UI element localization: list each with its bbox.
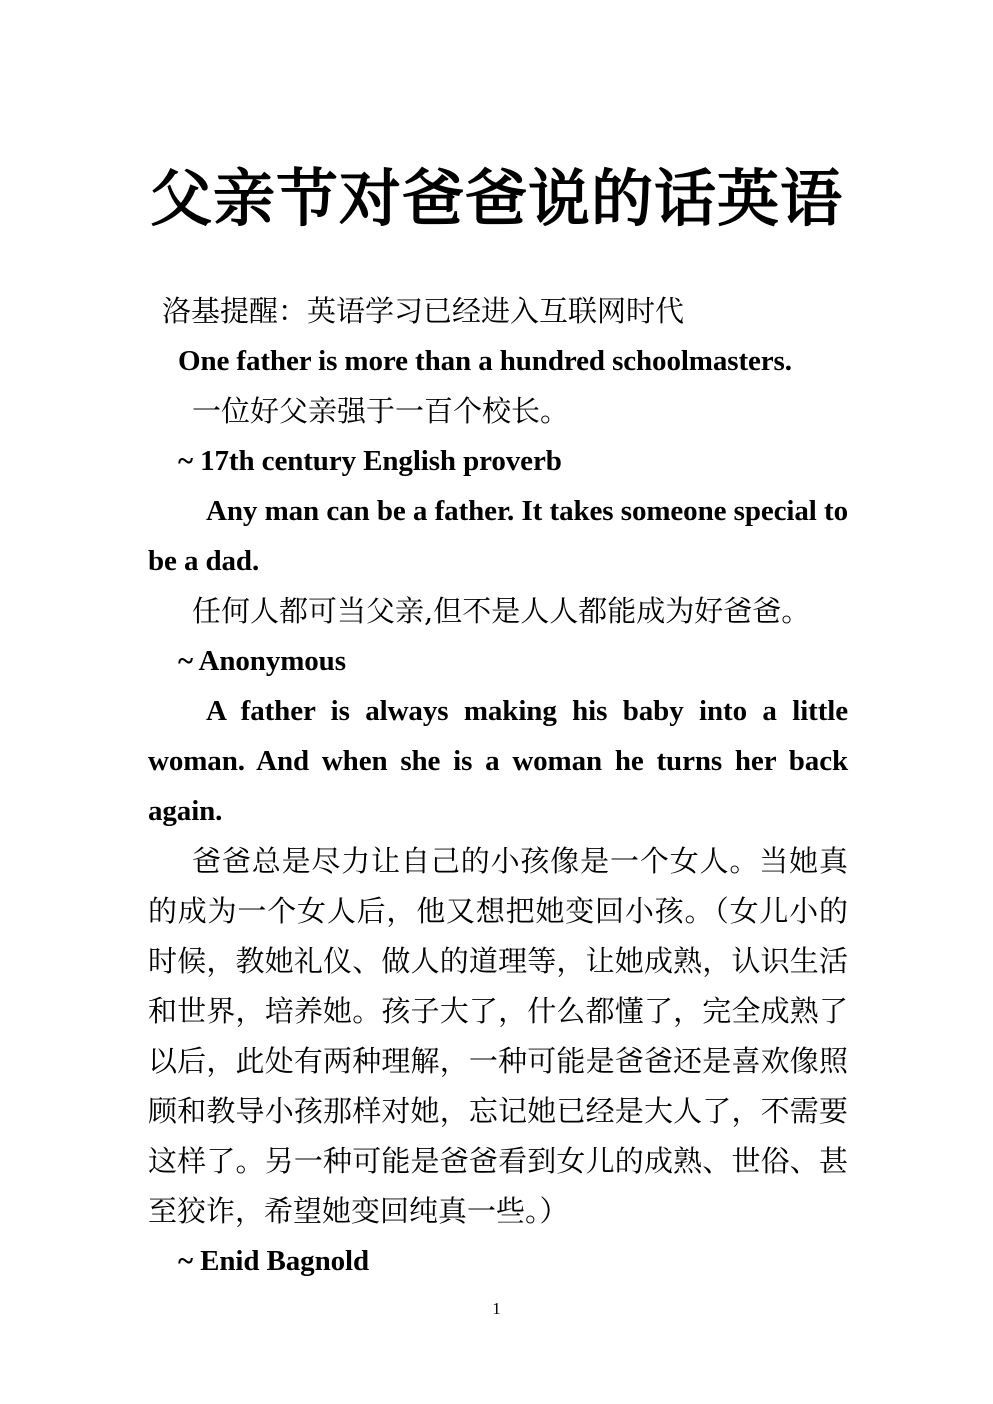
quote-2-chinese: 任何人都可当父亲,但不是人人都能成为好爸爸。 bbox=[192, 594, 811, 628]
quote-2-english: Any man can be a father. It takes someone special to be a dad. bbox=[148, 495, 848, 577]
quote-3-chinese: 爸爸总是尽力让自己的小孩像是一个女人。当她真的成为一个女人后，他又想把她变回小孩。（女儿小的时候，教她礼仪、做人的道理等，让她成熟，认识生活和世界，培养她。孩子大了，什么都懂了，完全成熟了以后，此处有两种理解，一种可能是爸爸还是喜欢像照顾和教导小孩那样对她，忘记她已经是大人了，不需要这样了。另一种可能是爸爸看到女儿的成熟、世俗、甚至狡诈，希望她变回纯真一些。） bbox=[148, 844, 848, 1228]
quote-3-attribution: ~ Enid Bagnold bbox=[178, 1245, 369, 1277]
notice-line: 洛基提醒：英语学习已经进入互联网时代 bbox=[162, 294, 685, 328]
page-title: 父亲节对爸爸说的话英语 bbox=[149, 162, 843, 235]
quote-1-english: One father is more than a hundred schoolmasters. bbox=[178, 345, 792, 377]
document-body bbox=[148, 286, 848, 1286]
page-number: 1 bbox=[492, 1299, 501, 1318]
quote-1-chinese: 一位好父亲强于一百个校长。 bbox=[192, 394, 570, 428]
quote-2-attribution: ~ Anonymous bbox=[178, 645, 346, 677]
quote-1-attribution: ~ 17th century English proverb bbox=[178, 445, 562, 477]
quote-3-english: A father is always making his baby into a little woman. And when she is a woman he turns her back again. bbox=[148, 695, 848, 827]
